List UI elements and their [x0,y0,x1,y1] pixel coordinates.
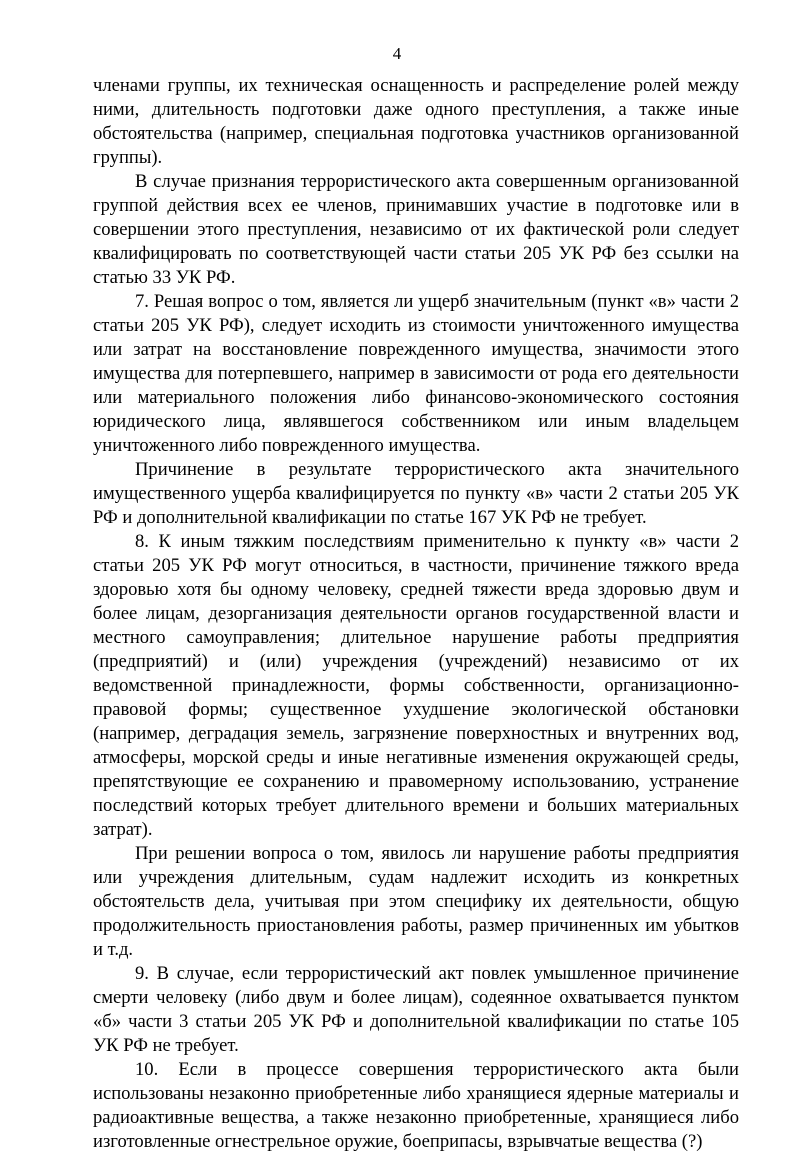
paragraph-organized-group: В случае признания террористического акта совершенным организованной группой действия всех ее членов, принимавших участие в подготовке или в совершении этого преступления, независимо от их фактической роли следует квалифицировать по соответствующей части статьи 205 УК РФ без ссылки на статью 33 УК РФ. [93,171,739,288]
document-body [93,74,739,1154]
paragraph-item-9: 9. В случае, если террористический акт повлек умышленное причинение смерти человеку (либо двум и более лицам), содеянное охватывается пунктом «б» части 3 статьи 205 УК РФ и дополнительной квалификации по статье 105 УК РФ не требует. [93,963,739,1056]
paragraph-continuation: членами группы, их техническая оснащенность и распределение ролей между ними, длительность подготовки даже одного преступления, а также иные обстоятельства (например, специальная подготовка участников организованной группы). [93,75,739,168]
paragraph-item-10: 10. Если в процессе совершения террористического акта были использованы незаконно приобретенные либо хранящиеся ядерные материалы и радиоактивные вещества, а также незаконно приобретенные, хранящиеся либо изготовленные огнестрельное оружие, боеприпасы, взрывчатые вещества (?) [93,1059,739,1152]
paragraph-item-7: 7. Решая вопрос о том, является ли ущерб значительным (пункт «в» части 2 статьи 205 УК РФ), следует исходить из стоимости уничтоженного имущества или затрат на восстановление поврежденного имущества, значимости этого имущества для потерпевшего, например в зависимости от рода его деятельности или материального положения либо финансово-экономического состояния юридического лица, являвшегося собственником или иным владельцем уничтоженного либо поврежденного имущества. [93,291,739,456]
paragraph-disruption-duration: При решении вопроса о том, явилось ли нарушение работы предприятия или учреждения длительным, судам надлежит исходить из конкретных обстоятельств дела, учитывая при этом специфику их деятельности, общую продолжительность приостановления работы, размер причиненных им убытков и т.д. [93,843,739,960]
paragraph-property-damage: Причинение в результате террористического акта значительного имущественного ущерба квалифицируется по пункту «в» части 2 статьи 205 УК РФ и дополнительной квалификации по статье 167 УК РФ не требует. [93,459,739,528]
page-number: 4 [392,44,402,63]
paragraph-item-8: 8. К иным тяжким последствиям применительно к пункту «в» части 2 статьи 205 УК РФ могут относиться, в частности, причинение тяжкого вреда здоровью хотя бы одному человеку, средней тяжести вреда здоровью двум и более лицам, дезорганизация деятельности органов государственной власти и местного самоуправления; длительное нарушение работы предприятия (предприятий) и (или) учреждения (учреждений) независимо от их ведомственной принадлежности, формы собственности, организационно-правовой формы; существенное ухудшение экологической обстановки (например, деградация земель, загрязнение поверхностных и внутренних вод, атмосферы, морской среды и иные негативные изменения окружающей среды, препятствующие ее сохранению и правомерному использованию, устранение последствий которых требует длительного времени и больших материальных затрат). [93,531,739,840]
